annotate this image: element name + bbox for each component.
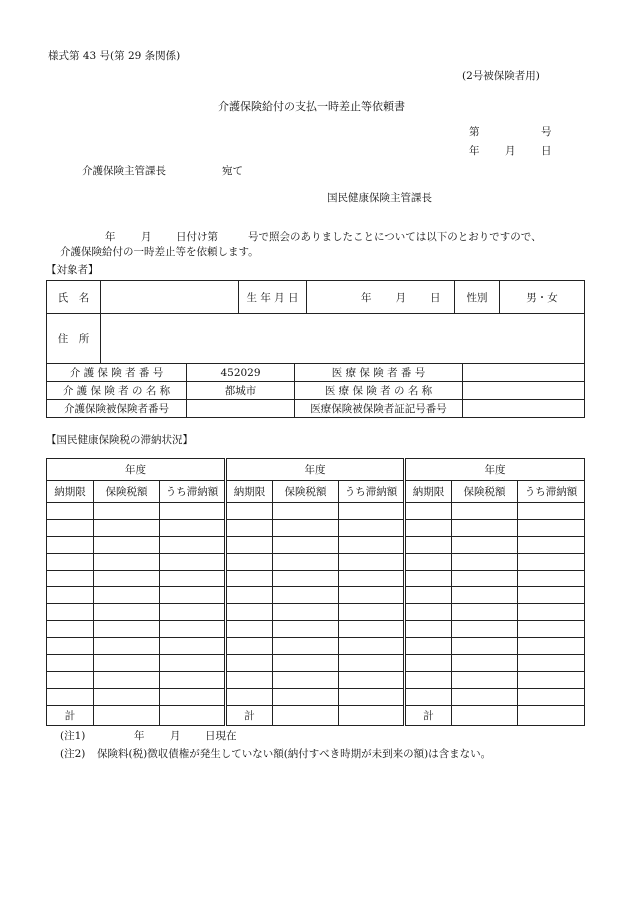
doc-number-prefix: 第 <box>469 126 480 138</box>
tax-cell[interactable] <box>226 536 273 553</box>
name-field[interactable] <box>101 281 239 314</box>
gender-value[interactable]: 男・女 <box>500 281 585 314</box>
fiscal-year-header: 年度 <box>226 459 405 481</box>
total-cell[interactable] <box>339 705 405 725</box>
name-label: 氏 名 <box>47 281 101 314</box>
tax-cell[interactable] <box>452 503 518 520</box>
tax-cell[interactable] <box>47 587 94 604</box>
tax-cell[interactable] <box>47 655 94 672</box>
tax-cell[interactable] <box>452 655 518 672</box>
insurer-name-value: 都城市 <box>187 382 295 400</box>
tax-cell[interactable] <box>518 688 585 705</box>
tax-cell[interactable] <box>518 503 585 520</box>
tax-cell[interactable] <box>160 655 226 672</box>
tax-cell[interactable] <box>94 587 160 604</box>
tax-cell[interactable] <box>405 655 452 672</box>
column-header: 保険税額 <box>273 481 339 503</box>
insured-type: (2号被保険者用) <box>462 70 540 82</box>
note2-label: (注2) <box>60 748 86 760</box>
tax-cell[interactable] <box>405 570 452 587</box>
address-label: 住 所 <box>47 314 101 364</box>
doc-number-suffix: 号 <box>541 126 552 138</box>
body-month: 月 <box>141 231 152 243</box>
fiscal-year-header: 年度 <box>47 459 226 481</box>
tax-cell[interactable] <box>518 604 585 621</box>
note2-text: 保険料(税)徴収債権が発生していない額(納付すべき時期が未到来の額)は含まない。 <box>97 748 492 760</box>
tax-cell[interactable] <box>405 688 452 705</box>
tax-cell[interactable] <box>273 671 339 688</box>
body-day-ref: 日付け第 <box>176 231 218 243</box>
tax-cell[interactable] <box>94 553 160 570</box>
tax-cell[interactable] <box>226 570 273 587</box>
column-header: 納期限 <box>226 481 273 503</box>
tax-cell[interactable] <box>339 688 405 705</box>
tax-cell[interactable] <box>405 587 452 604</box>
tax-cell[interactable] <box>339 536 405 553</box>
gender-label: 性別 <box>455 281 500 314</box>
tax-cell[interactable] <box>452 536 518 553</box>
tax-cell[interactable] <box>339 503 405 520</box>
tax-cell[interactable] <box>94 688 160 705</box>
tax-cell[interactable] <box>226 655 273 672</box>
tax-cell[interactable] <box>452 570 518 587</box>
tax-cell[interactable] <box>160 604 226 621</box>
tax-cell[interactable] <box>339 671 405 688</box>
insured-number-label: 介護保険被保険者番号 <box>47 400 187 418</box>
table-row <box>47 621 585 638</box>
med-insurer-number-label: 医 療 保 険 者 番 号 <box>295 364 463 382</box>
tax-cell[interactable] <box>518 638 585 655</box>
birth-day-unit: 日 <box>430 291 441 304</box>
tax-cell[interactable] <box>160 688 226 705</box>
tax-cell[interactable] <box>405 553 452 570</box>
total-label: 計 <box>47 705 94 725</box>
column-header: 納期限 <box>47 481 94 503</box>
column-header: うち滞納額 <box>339 481 405 503</box>
tax-cell[interactable] <box>273 553 339 570</box>
med-insured-number-label: 医療保険被保険者証記号番号 <box>295 400 463 418</box>
tax-cell[interactable] <box>94 519 160 536</box>
total-cell[interactable] <box>160 705 226 725</box>
med-insurer-number-field[interactable] <box>463 364 585 382</box>
tax-cell[interactable] <box>518 655 585 672</box>
table-row <box>47 671 585 688</box>
tax-cell[interactable] <box>47 638 94 655</box>
total-cell[interactable] <box>518 705 585 725</box>
tax-cell[interactable] <box>94 503 160 520</box>
recipient-name: 介護保険主管課長 <box>82 165 166 177</box>
date-month: 月 <box>505 145 516 157</box>
tax-cell[interactable] <box>226 519 273 536</box>
tax-cell[interactable] <box>405 519 452 536</box>
tax-cell[interactable] <box>47 621 94 638</box>
column-header: うち滞納額 <box>160 481 226 503</box>
table-row <box>47 638 585 655</box>
tax-cell[interactable] <box>405 536 452 553</box>
tax-cell[interactable] <box>226 671 273 688</box>
tax-cell[interactable] <box>339 519 405 536</box>
document-title: 介護保険給付の支払一時差止等依頼書 <box>218 100 405 113</box>
note1-year: 年 <box>134 730 145 742</box>
column-header: 保険税額 <box>452 481 518 503</box>
tax-cell[interactable] <box>94 536 160 553</box>
tax-cell[interactable] <box>226 503 273 520</box>
tax-cell[interactable] <box>273 621 339 638</box>
tax-cell[interactable] <box>226 604 273 621</box>
tax-cell[interactable] <box>518 621 585 638</box>
note1-month: 月 <box>170 730 181 742</box>
tax-cell[interactable] <box>226 638 273 655</box>
tax-cell[interactable] <box>160 570 226 587</box>
tax-cell[interactable] <box>160 587 226 604</box>
tax-cell[interactable] <box>273 655 339 672</box>
tax-cell[interactable] <box>160 553 226 570</box>
tax-cell[interactable] <box>160 503 226 520</box>
table-row <box>47 519 585 536</box>
tax-cell[interactable] <box>405 621 452 638</box>
total-cell[interactable] <box>452 705 518 725</box>
column-header: 保険税額 <box>94 481 160 503</box>
insurer-table <box>46 363 585 418</box>
table-row <box>47 587 585 604</box>
tax-cell[interactable] <box>160 519 226 536</box>
tax-cell[interactable] <box>339 621 405 638</box>
tax-cell[interactable] <box>94 570 160 587</box>
table-row <box>47 604 585 621</box>
total-cell[interactable] <box>273 705 339 725</box>
tax-table <box>46 458 585 726</box>
tax-cell[interactable] <box>452 553 518 570</box>
tax-cell[interactable] <box>405 604 452 621</box>
tax-cell[interactable] <box>452 621 518 638</box>
birth-label: 生 年 月 日 <box>239 281 307 314</box>
tax-cell[interactable] <box>339 638 405 655</box>
med-insurer-name-label: 医 療 保 険 者 の 名 称 <box>295 382 463 400</box>
tax-cell[interactable] <box>47 688 94 705</box>
tax-cell[interactable] <box>452 671 518 688</box>
tax-cell[interactable] <box>518 553 585 570</box>
body-text-1: 号で照会のありましたことについては以下のとおりですので、 <box>248 231 542 243</box>
tax-cell[interactable] <box>47 570 94 587</box>
tax-cell[interactable] <box>94 655 160 672</box>
date-day: 日 <box>541 145 552 157</box>
tax-cell[interactable] <box>226 621 273 638</box>
tax-cell[interactable] <box>94 671 160 688</box>
tax-cell[interactable] <box>518 671 585 688</box>
tax-cell[interactable] <box>452 519 518 536</box>
tax-cell[interactable] <box>47 604 94 621</box>
tax-heading: 【国民健康保険税の滞納状況】 <box>46 434 193 446</box>
tax-cell[interactable] <box>273 688 339 705</box>
tax-cell[interactable] <box>273 638 339 655</box>
table-row <box>47 553 585 570</box>
tax-cell[interactable] <box>94 604 160 621</box>
tax-cell[interactable] <box>160 536 226 553</box>
tax-cell[interactable] <box>339 655 405 672</box>
table-row <box>47 655 585 672</box>
table-row <box>47 570 585 587</box>
tax-cell[interactable] <box>339 587 405 604</box>
tax-cell[interactable] <box>160 621 226 638</box>
total-label: 計 <box>405 705 452 725</box>
form-number: 様式第 43 号(第 29 条関係) <box>48 50 181 62</box>
tax-cell[interactable] <box>226 553 273 570</box>
tax-cell[interactable] <box>273 536 339 553</box>
tax-cell[interactable] <box>273 570 339 587</box>
tax-cell[interactable] <box>339 570 405 587</box>
insurer-name-label: 介 護 保 険 者 の 名 称 <box>47 382 187 400</box>
tax-cell[interactable] <box>452 688 518 705</box>
table-row <box>47 536 585 553</box>
tax-cell[interactable] <box>47 503 94 520</box>
tax-cell[interactable] <box>160 638 226 655</box>
body-text-2: 介護保険給付の一時差止等を依頼します。 <box>60 246 259 258</box>
note1-day: 日現在 <box>205 730 237 742</box>
note1-label: (注1) <box>60 730 86 742</box>
tax-cell[interactable] <box>94 621 160 638</box>
tax-cell[interactable] <box>339 553 405 570</box>
fiscal-year-header: 年度 <box>405 459 585 481</box>
tax-cell[interactable] <box>518 587 585 604</box>
tax-cell[interactable] <box>405 638 452 655</box>
tax-cell[interactable] <box>47 553 94 570</box>
address-field[interactable] <box>101 314 585 364</box>
med-insured-number-field[interactable] <box>463 400 585 418</box>
tax-cell[interactable] <box>452 638 518 655</box>
total-label: 計 <box>226 705 273 725</box>
tax-cell[interactable] <box>405 503 452 520</box>
column-header: うち滞納額 <box>518 481 585 503</box>
birth-year-unit: 年 <box>361 291 372 304</box>
table-row <box>47 688 585 705</box>
total-cell[interactable] <box>94 705 160 725</box>
tax-cell[interactable] <box>47 519 94 536</box>
tax-cell[interactable] <box>518 519 585 536</box>
insured-number-field[interactable] <box>187 400 295 418</box>
tax-cell[interactable] <box>518 536 585 553</box>
birth-field[interactable] <box>307 281 455 314</box>
body-year: 年 <box>105 231 116 243</box>
birth-month-unit: 月 <box>395 291 406 304</box>
tax-cell[interactable] <box>452 587 518 604</box>
tax-cell[interactable] <box>518 570 585 587</box>
tax-cell[interactable] <box>226 587 273 604</box>
insurer-number-label: 介 護 保 険 者 番 号 <box>47 364 187 382</box>
tax-cell[interactable] <box>273 587 339 604</box>
table-row <box>47 503 585 520</box>
sender: 国民健康保険主管課長 <box>327 192 432 204</box>
tax-cell[interactable] <box>226 688 273 705</box>
column-header: 納期限 <box>405 481 452 503</box>
tax-cell[interactable] <box>47 671 94 688</box>
tax-cell[interactable] <box>273 604 339 621</box>
insurer-number-value: 452029 <box>187 364 295 382</box>
tax-cell[interactable] <box>160 671 226 688</box>
tax-cell[interactable] <box>339 604 405 621</box>
tax-cell[interactable] <box>47 536 94 553</box>
tax-cell[interactable] <box>273 503 339 520</box>
subject-heading: 【対象者】 <box>46 264 99 276</box>
tax-cell[interactable] <box>452 604 518 621</box>
date-year: 年 <box>469 145 480 157</box>
recipient-honorific: 宛て <box>222 165 243 177</box>
subject-table <box>46 280 585 364</box>
tax-cell[interactable] <box>273 519 339 536</box>
med-insurer-name-field[interactable] <box>463 382 585 400</box>
tax-cell[interactable] <box>405 671 452 688</box>
tax-cell[interactable] <box>94 638 160 655</box>
